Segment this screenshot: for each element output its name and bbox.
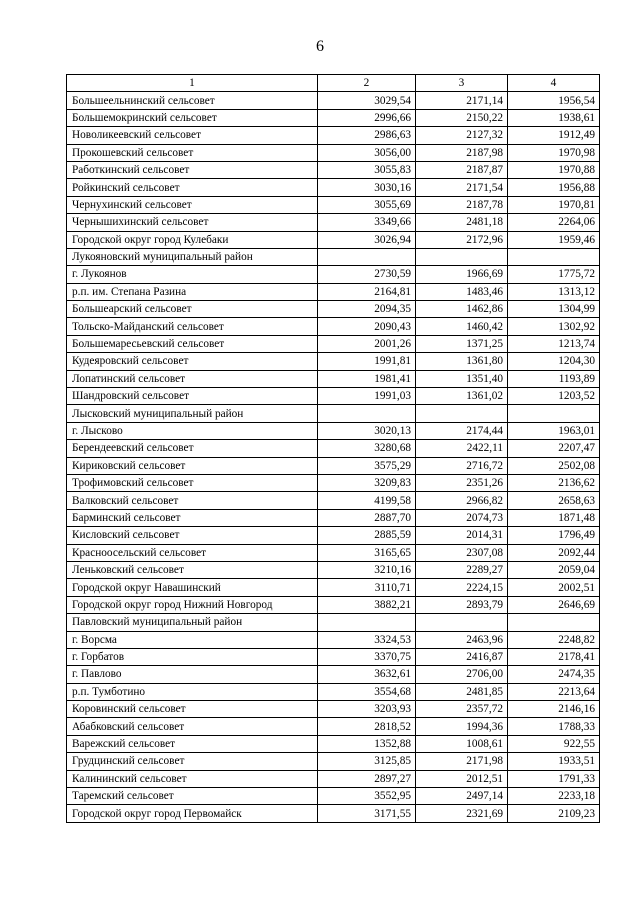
row-name-cell: Работкинский сельсовет [67, 161, 318, 178]
row-value-cell: 2416,87 [416, 648, 508, 665]
row-value-cell: 3020,13 [318, 422, 416, 439]
table-row [67, 248, 600, 265]
row-value-cell: 3370,75 [318, 648, 416, 665]
row-value-cell: 2351,26 [416, 474, 508, 491]
row-value-cell: 1361,02 [416, 388, 508, 405]
row-value-cell: 3632,61 [318, 666, 416, 683]
row-value-cell: 2174,44 [416, 422, 508, 439]
row-name-cell: Калининский сельсовет [67, 770, 318, 787]
row-value-cell: 3030,16 [318, 179, 416, 196]
table-row [67, 214, 600, 231]
row-value-cell: 2207,47 [508, 440, 600, 457]
row-value-cell: 2171,14 [416, 92, 508, 109]
row-value-cell [416, 405, 508, 422]
table-row [67, 335, 600, 352]
row-value-cell: 3056,00 [318, 144, 416, 161]
row-value-cell: 1970,88 [508, 161, 600, 178]
row-value-cell: 1352,88 [318, 735, 416, 752]
row-value-cell: 3280,68 [318, 440, 416, 457]
table-row [67, 92, 600, 109]
row-name-cell: г. Павлово [67, 666, 318, 683]
table-row [67, 422, 600, 439]
row-value-cell: 2481,85 [416, 683, 508, 700]
row-value-cell: 2233,18 [508, 788, 600, 805]
table-row [67, 179, 600, 196]
row-value-cell: 1302,92 [508, 318, 600, 335]
row-value-cell: 2706,00 [416, 666, 508, 683]
row-name-cell: Лысковский муниципальный район [67, 405, 318, 422]
table-row [67, 196, 600, 213]
table-row [67, 596, 600, 613]
table-row [67, 161, 600, 178]
row-value-cell: 2109,23 [508, 805, 600, 822]
row-value-cell: 3882,21 [318, 596, 416, 613]
row-value-cell: 2264,06 [508, 214, 600, 231]
column-header: 3 [416, 75, 508, 92]
table-row [67, 388, 600, 405]
table-row [67, 474, 600, 491]
table-row [67, 718, 600, 735]
row-value-cell: 2136,62 [508, 474, 600, 491]
row-value-cell: 3575,29 [318, 457, 416, 474]
row-value-cell: 3055,83 [318, 161, 416, 178]
table-row [67, 144, 600, 161]
row-value-cell: 1008,61 [416, 735, 508, 752]
row-value-cell: 2014,31 [416, 527, 508, 544]
table-row [67, 805, 600, 822]
row-value-cell: 2187,87 [416, 161, 508, 178]
row-value-cell: 2716,72 [416, 457, 508, 474]
row-value-cell: 2074,73 [416, 509, 508, 526]
row-value-cell: 2172,96 [416, 231, 508, 248]
table-row [67, 701, 600, 718]
row-name-cell: Павловский муниципальный район [67, 614, 318, 631]
table-row [67, 353, 600, 370]
row-name-cell: Лопатинский сельсовет [67, 370, 318, 387]
row-value-cell: 2897,27 [318, 770, 416, 787]
column-header: 1 [67, 75, 318, 92]
row-value-cell [508, 614, 600, 631]
row-value-cell: 1970,81 [508, 196, 600, 213]
row-value-cell: 3055,69 [318, 196, 416, 213]
page-number: 6 [316, 38, 324, 55]
row-value-cell: 3210,16 [318, 561, 416, 578]
row-value-cell: 2481,18 [416, 214, 508, 231]
row-name-cell: Варежский сельсовет [67, 735, 318, 752]
row-value-cell: 1966,69 [416, 266, 508, 283]
row-value-cell: 1956,88 [508, 179, 600, 196]
row-name-cell: Новоликеевский сельсовет [67, 127, 318, 144]
row-value-cell: 2986,63 [318, 127, 416, 144]
row-value-cell: 4199,58 [318, 492, 416, 509]
row-value-cell: 2002,51 [508, 579, 600, 596]
table-row [67, 370, 600, 387]
data-table [66, 74, 600, 823]
row-value-cell: 2127,32 [416, 127, 508, 144]
row-name-cell: Городской округ город Кулебаки [67, 231, 318, 248]
row-value-cell: 1213,74 [508, 335, 600, 352]
row-value-cell: 3554,68 [318, 683, 416, 700]
row-value-cell: 2248,82 [508, 631, 600, 648]
row-value-cell: 1963,01 [508, 422, 600, 439]
row-value-cell: 1796,49 [508, 527, 600, 544]
row-value-cell: 3552,95 [318, 788, 416, 805]
row-name-cell: р.п. Тумботино [67, 683, 318, 700]
row-value-cell: 1203,52 [508, 388, 600, 405]
row-value-cell: 1462,86 [416, 301, 508, 318]
column-header: 4 [508, 75, 600, 92]
row-name-cell: Тольско-Майданский сельсовет [67, 318, 318, 335]
row-name-cell: Кисловский сельсовет [67, 527, 318, 544]
row-value-cell: 2730,59 [318, 266, 416, 283]
row-name-cell: Большеельнинский сельсовет [67, 92, 318, 109]
row-value-cell: 1956,54 [508, 92, 600, 109]
row-value-cell: 3349,66 [318, 214, 416, 231]
row-value-cell: 1193,89 [508, 370, 600, 387]
row-value-cell: 2497,14 [416, 788, 508, 805]
row-value-cell: 3165,65 [318, 544, 416, 561]
row-value-cell: 1871,48 [508, 509, 600, 526]
row-value-cell: 3029,54 [318, 92, 416, 109]
row-value-cell: 1991,03 [318, 388, 416, 405]
table-body [67, 92, 600, 822]
row-value-cell: 2463,96 [416, 631, 508, 648]
table-row [67, 788, 600, 805]
row-value-cell: 1959,46 [508, 231, 600, 248]
row-value-cell [318, 405, 416, 422]
row-name-cell: Городской округ Навашинский [67, 579, 318, 596]
row-name-cell: Чернухинский сельсовет [67, 196, 318, 213]
row-value-cell: 2094,35 [318, 301, 416, 318]
row-value-cell: 2171,54 [416, 179, 508, 196]
table-row [67, 231, 600, 248]
row-name-cell: Берендеевский сельсовет [67, 440, 318, 457]
table-row [67, 318, 600, 335]
row-value-cell: 922,55 [508, 735, 600, 752]
column-header: 2 [318, 75, 416, 92]
row-value-cell: 2887,70 [318, 509, 416, 526]
row-value-cell: 1304,99 [508, 301, 600, 318]
row-value-cell: 1371,25 [416, 335, 508, 352]
row-value-cell [508, 405, 600, 422]
row-name-cell: Прокошевский сельсовет [67, 144, 318, 161]
row-value-cell: 2422,11 [416, 440, 508, 457]
row-value-cell: 2289,27 [416, 561, 508, 578]
row-value-cell: 1460,42 [416, 318, 508, 335]
table-row [67, 440, 600, 457]
row-name-cell: р.п. им. Степана Разина [67, 283, 318, 300]
row-value-cell: 2502,08 [508, 457, 600, 474]
row-name-cell: Большемаресьевский сельсовет [67, 335, 318, 352]
row-name-cell: Грудцинский сельсовет [67, 753, 318, 770]
row-value-cell: 3209,83 [318, 474, 416, 491]
row-value-cell: 2658,63 [508, 492, 600, 509]
row-value-cell: 2996,66 [318, 109, 416, 126]
row-value-cell: 1361,80 [416, 353, 508, 370]
row-name-cell: Валковский сельсовет [67, 492, 318, 509]
row-name-cell: Лукояновский муниципальный район [67, 248, 318, 265]
row-name-cell: Красноосельский сельсовет [67, 544, 318, 561]
row-value-cell: 3203,93 [318, 701, 416, 718]
row-value-cell: 1351,40 [416, 370, 508, 387]
table-row [67, 544, 600, 561]
row-name-cell: Кудеяровский сельсовет [67, 353, 318, 370]
row-value-cell: 2150,22 [416, 109, 508, 126]
row-value-cell [416, 248, 508, 265]
row-value-cell: 1775,72 [508, 266, 600, 283]
table-row [67, 561, 600, 578]
table-row [67, 666, 600, 683]
table-row [67, 683, 600, 700]
row-name-cell: Большемокринский сельсовет [67, 109, 318, 126]
row-value-cell: 2893,79 [416, 596, 508, 613]
row-value-cell: 1791,33 [508, 770, 600, 787]
row-value-cell: 2012,51 [416, 770, 508, 787]
table-row [67, 614, 600, 631]
table-row [67, 753, 600, 770]
row-value-cell: 1970,98 [508, 144, 600, 161]
row-value-cell: 1938,61 [508, 109, 600, 126]
row-value-cell: 3324,53 [318, 631, 416, 648]
row-value-cell: 3125,85 [318, 753, 416, 770]
row-name-cell: г. Лысково [67, 422, 318, 439]
row-value-cell: 1981,41 [318, 370, 416, 387]
row-value-cell: 1991,81 [318, 353, 416, 370]
row-value-cell: 1912,49 [508, 127, 600, 144]
row-name-cell: Городской округ город Нижний Новгород [67, 596, 318, 613]
table-row [67, 509, 600, 526]
row-value-cell: 2187,98 [416, 144, 508, 161]
row-name-cell: Ройкинский сельсовет [67, 179, 318, 196]
row-value-cell: 2966,82 [416, 492, 508, 509]
row-name-cell: Барминский сельсовет [67, 509, 318, 526]
row-value-cell [318, 248, 416, 265]
table-row [67, 283, 600, 300]
row-value-cell: 2090,43 [318, 318, 416, 335]
table-row [67, 109, 600, 126]
row-name-cell: Шандровский сельсовет [67, 388, 318, 405]
row-value-cell: 2146,16 [508, 701, 600, 718]
row-value-cell: 2321,69 [416, 805, 508, 822]
row-value-cell: 2092,44 [508, 544, 600, 561]
row-value-cell: 2213,64 [508, 683, 600, 700]
row-name-cell: Городской округ город Первомайск [67, 805, 318, 822]
row-value-cell: 3026,94 [318, 231, 416, 248]
row-value-cell: 2178,41 [508, 648, 600, 665]
row-name-cell: Абабковский сельсовет [67, 718, 318, 735]
row-name-cell: Кириковский сельсовет [67, 457, 318, 474]
table-row [67, 127, 600, 144]
row-value-cell: 1994,36 [416, 718, 508, 735]
row-value-cell: 2001,26 [318, 335, 416, 352]
row-value-cell: 2307,08 [416, 544, 508, 561]
row-value-cell: 1483,46 [416, 283, 508, 300]
table-row [67, 631, 600, 648]
row-name-cell: г. Горбатов [67, 648, 318, 665]
row-value-cell: 1313,12 [508, 283, 600, 300]
row-name-cell: Большеарский сельсовет [67, 301, 318, 318]
row-value-cell: 2224,15 [416, 579, 508, 596]
table-row [67, 648, 600, 665]
row-value-cell [508, 248, 600, 265]
table-row [67, 301, 600, 318]
row-name-cell: Трофимовский сельсовет [67, 474, 318, 491]
row-value-cell: 2059,04 [508, 561, 600, 578]
row-value-cell: 2187,78 [416, 196, 508, 213]
table-row [67, 492, 600, 509]
row-name-cell: Чернышихинский сельсовет [67, 214, 318, 231]
table-row [67, 770, 600, 787]
row-value-cell: 2164,81 [318, 283, 416, 300]
row-name-cell: Таремский сельсовет [67, 788, 318, 805]
row-value-cell: 2357,72 [416, 701, 508, 718]
row-value-cell: 2646,69 [508, 596, 600, 613]
row-value-cell: 1204,30 [508, 353, 600, 370]
table-row [67, 579, 600, 596]
table-row [67, 457, 600, 474]
row-value-cell: 3171,55 [318, 805, 416, 822]
row-value-cell: 1933,51 [508, 753, 600, 770]
table-row [67, 735, 600, 752]
row-value-cell: 2474,35 [508, 666, 600, 683]
table-row [67, 266, 600, 283]
row-value-cell: 3110,71 [318, 579, 416, 596]
row-name-cell: Леньковский сельсовет [67, 561, 318, 578]
table-row [67, 405, 600, 422]
row-value-cell [416, 614, 508, 631]
row-name-cell: г. Ворсма [67, 631, 318, 648]
row-value-cell: 2885,59 [318, 527, 416, 544]
row-value-cell: 1788,33 [508, 718, 600, 735]
row-value-cell: 2818,52 [318, 718, 416, 735]
row-value-cell [318, 614, 416, 631]
table-header-row [67, 75, 600, 92]
row-name-cell: г. Лукоянов [67, 266, 318, 283]
table-row [67, 527, 600, 544]
row-name-cell: Коровинский сельсовет [67, 701, 318, 718]
row-value-cell: 2171,98 [416, 753, 508, 770]
